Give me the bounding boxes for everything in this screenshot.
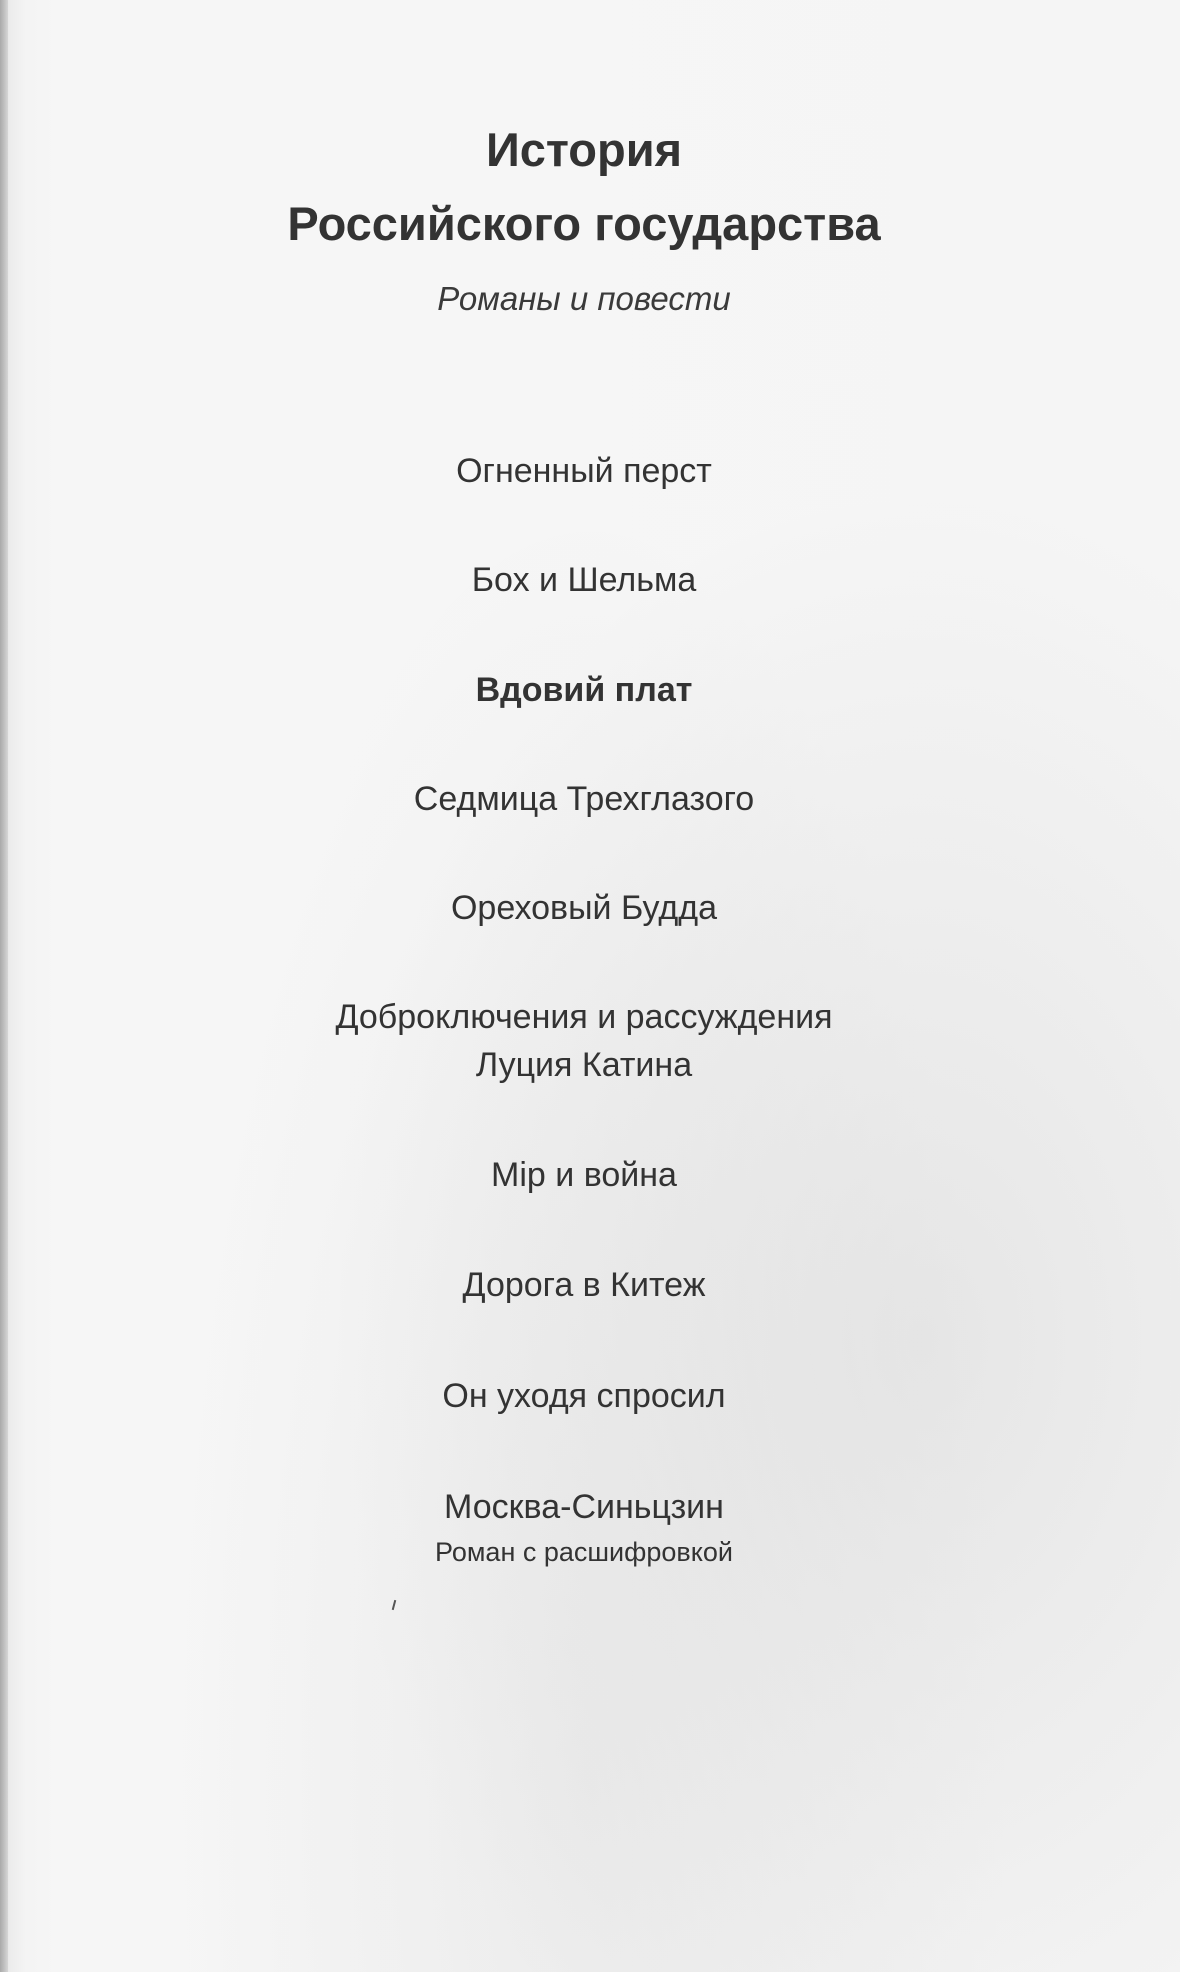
work-title: Бох и Шельма <box>471 561 697 599</box>
work-title: Москва-Синьцзин <box>444 1488 724 1526</box>
work-title: Он уходя спросил <box>442 1377 726 1415</box>
work-title: Мiр и война <box>491 1156 677 1194</box>
series-subtitle: Романы и повести <box>437 280 731 317</box>
work-subtitle-note: Роман с расшифровкой <box>435 1537 733 1567</box>
work-title-current: Вдовий плат <box>475 671 693 709</box>
work-title-line-2: Луция Катина <box>475 1046 693 1084</box>
work-title: Ореховый Будда <box>450 889 717 927</box>
work-title: Дорога в Китеж <box>462 1266 706 1304</box>
work-title: Доброключения и рассуждения <box>335 998 833 1036</box>
ink-speck <box>392 1600 397 1610</box>
series-title-line-2: Российского государства <box>287 197 881 250</box>
work-title: Седмица Трехглазого <box>413 780 755 818</box>
work-title: Огненный перст <box>456 452 712 490</box>
series-title-line-1: История <box>485 123 683 176</box>
